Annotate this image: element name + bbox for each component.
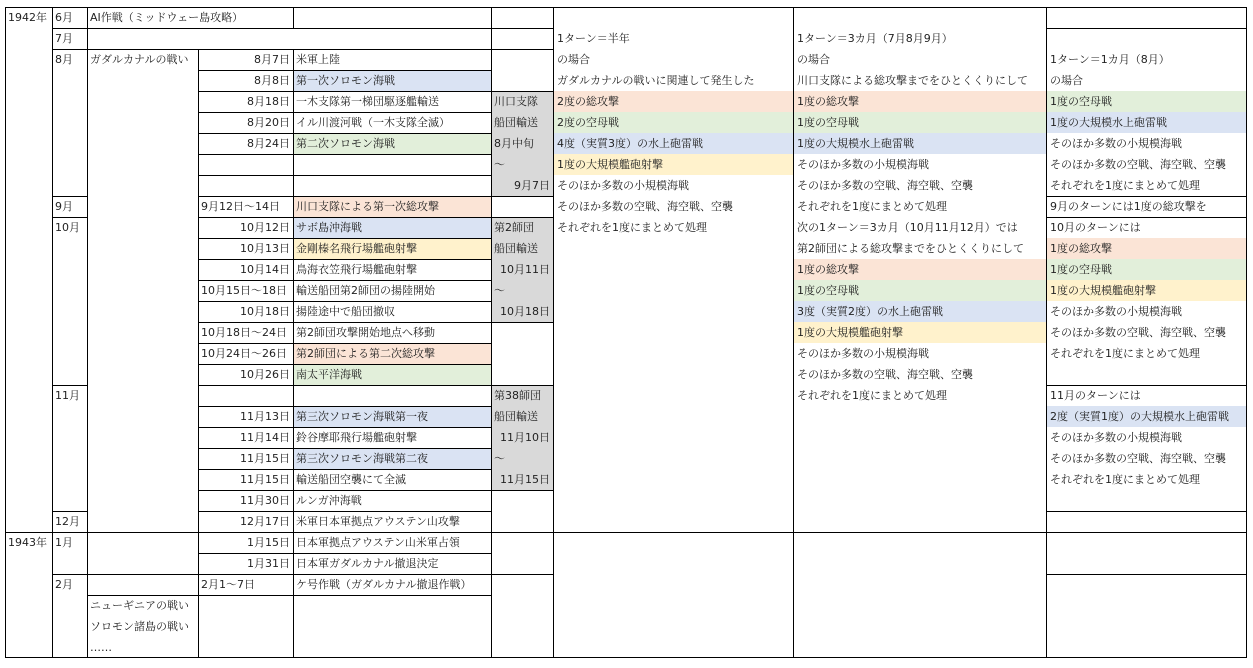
- grid-line: [5, 7, 6, 658]
- month-oct: 10月: [55, 221, 80, 234]
- event-date: 8月24日: [247, 137, 290, 150]
- event-date: 11月15日: [240, 473, 290, 486]
- grid-line: [1246, 7, 1247, 658]
- note-line: 1ターン＝3カ月（7月8月9月）: [797, 32, 953, 45]
- grid-line: [198, 385, 554, 386]
- grid-line: [52, 385, 88, 386]
- note-line: 1度の大規模艦砲射撃: [1047, 280, 1246, 301]
- note-line: 2度の総攻撃: [554, 91, 793, 112]
- event-name: 南太平洋海戦: [293, 364, 491, 385]
- event-name: 輸送船団空襲にて全滅: [296, 473, 406, 486]
- grid-line: [793, 7, 794, 658]
- event-date: 8月20日: [247, 116, 290, 129]
- convoy-line: 第2師団: [494, 221, 534, 234]
- event-name: 輸送船団第2師団の揚陸開始: [296, 284, 435, 297]
- convoy-line: 10月18日: [500, 305, 550, 318]
- convoy-line: 11月10日: [500, 431, 550, 444]
- event-date: 9月12日～14日: [201, 200, 280, 213]
- grid-line: [198, 553, 492, 554]
- note-line: そのほか多数の小規模海戦: [557, 179, 689, 192]
- grid-line: [52, 196, 88, 197]
- note-line: そのほか多数の小規模海戦: [1050, 431, 1182, 444]
- grid-line: [198, 70, 492, 71]
- grid-line: [198, 154, 492, 155]
- note-line: の場合: [797, 53, 830, 66]
- event-name: 揚陸途中で船団撤収: [296, 305, 395, 318]
- month-sep: 9月: [55, 200, 73, 213]
- year-1942: 1942年: [8, 11, 47, 24]
- grid-line: [1046, 511, 1247, 512]
- grid-line: [198, 490, 554, 491]
- note-line: 1度の大規模水上砲雷戦: [1047, 112, 1246, 133]
- note-line: 1度の大規模艦砲射撃: [794, 322, 1046, 343]
- grid-line: [553, 532, 1247, 533]
- note-line: そのほか多数の空戦、海空戦、空襲: [557, 200, 733, 213]
- note-line: そのほか多数の空戦、海空戦、空襲: [1050, 326, 1226, 339]
- month-jan: 1月: [55, 536, 73, 549]
- grid-line: [52, 511, 88, 512]
- event-name: 鈴谷摩耶飛行場艦砲射撃: [296, 431, 417, 444]
- grid-line: [5, 532, 554, 533]
- event-name: 川口支隊による第一次総攻撃: [293, 196, 491, 217]
- note-line: そのほか多数の小規模海戦: [797, 158, 929, 171]
- event-name: ルンガ沖海戦: [296, 494, 362, 507]
- note-line: 川口支隊による総攻撃までをひとくくりにして: [797, 74, 1028, 87]
- event-date: 12月17日: [240, 515, 290, 528]
- event-name: サボ島沖海戦: [293, 217, 491, 238]
- convoy-line: 11月15日: [500, 473, 550, 486]
- event-name: 鳥海衣笠飛行場艦砲射撃: [296, 263, 417, 276]
- event-date: 2月1～7日: [201, 578, 255, 591]
- convoy-line: 川口支隊: [494, 95, 538, 108]
- note-line: それぞれを1度にまとめて処理: [797, 389, 947, 402]
- grid-line: [198, 511, 492, 512]
- grid-line: [52, 574, 554, 575]
- grid-line: [198, 112, 492, 113]
- grid-line: [293, 49, 294, 658]
- grid-line: [198, 91, 554, 92]
- grid-line: [198, 448, 492, 449]
- note-line: 1度の総攻撃: [794, 91, 1046, 112]
- grid-line: [198, 238, 492, 239]
- note-line: の場合: [557, 53, 590, 66]
- grid-line: [1046, 28, 1247, 29]
- grid-line: [87, 7, 88, 658]
- grid-line: [1046, 574, 1247, 575]
- grid-line: [52, 7, 53, 658]
- campaign-newguinea: ニューギニアの戦い: [90, 599, 189, 612]
- note-line: の場合: [1050, 74, 1083, 87]
- note-line: 第2師団による総攻撃までをひとくくりにして: [797, 242, 1024, 255]
- convoy-line: ～: [494, 284, 505, 297]
- event-name: 第三次ソロモン海戦第一夜: [293, 406, 491, 427]
- event-date: 8月7日: [254, 53, 290, 66]
- grid-line: [198, 217, 554, 218]
- note-line: ガダルカナルの戦いに関連して発生した: [557, 74, 755, 87]
- grid-line: [198, 595, 492, 596]
- event-date: 10月13日: [240, 242, 290, 255]
- grid-line: [5, 657, 1247, 658]
- note-line: 1度の大規模艦砲射撃: [554, 154, 793, 175]
- campaign-ai: AI作戦（ミッドウェー島攻略）: [90, 11, 244, 24]
- event-date: 1月31日: [247, 557, 290, 570]
- event-name: 第二次ソロモン海戦: [293, 133, 491, 154]
- campaign-guadalcanal: ガダルカナルの戦い: [90, 53, 189, 66]
- event-date: 10月12日: [240, 221, 290, 234]
- grid-line: [1046, 7, 1047, 658]
- note-line: そのほか多数の空戦、海空戦、空襲: [1050, 158, 1226, 171]
- convoy-line: ～: [494, 158, 505, 171]
- grid-line: [1046, 217, 1247, 218]
- note-line: そのほか多数の小規模海戦: [1050, 305, 1182, 318]
- year-1943: 1943年: [8, 536, 47, 549]
- grid-line: [198, 427, 492, 428]
- note-line: 1ターン＝1カ月（8月）: [1050, 53, 1170, 66]
- note-line: 次の1ターン＝3カ月（10月11月12月）では: [797, 221, 1018, 234]
- note-line: 10月のターンには: [1050, 221, 1141, 234]
- convoy-line: 船団輸送: [494, 242, 538, 255]
- convoy-kawaguchi: [491, 91, 553, 196]
- convoy-line: 9月7日: [514, 179, 550, 192]
- month-aug: 8月: [55, 53, 73, 66]
- event-date: 10月24日～26日: [201, 347, 287, 360]
- convoy-line: 10月11日: [500, 263, 550, 276]
- grid-line: [198, 364, 492, 365]
- event-date: 11月30日: [240, 494, 290, 507]
- grid-line: [553, 7, 554, 658]
- note-line: 3度（実質2度）の水上砲雷戦: [794, 301, 1046, 322]
- grid-line: [293, 7, 294, 28]
- note-line: 11月のターンには: [1050, 389, 1141, 402]
- grid-line: [198, 196, 554, 197]
- event-date: 1月15日: [247, 536, 290, 549]
- campaign-solomon: ソロモン諸島の戦い: [90, 620, 189, 633]
- month-dec: 12月: [55, 515, 80, 528]
- note-line: 1度の空母戦: [794, 112, 1046, 133]
- event-date: 11月14日: [240, 431, 290, 444]
- note-line: 1度の総攻撃: [1047, 238, 1246, 259]
- event-name: 第2師団による第二次総攻撃: [293, 343, 491, 364]
- note-line: 1度の空母戦: [1047, 259, 1246, 280]
- event-name: イル川渡河戦（一木支隊全滅）: [296, 116, 450, 129]
- grid-line: [198, 406, 492, 407]
- grid-line: [5, 7, 1247, 8]
- note-line: 2度（実質1度）の大規模水上砲雷戦: [1047, 406, 1246, 427]
- event-date: 11月15日: [240, 452, 290, 465]
- note-line: 2度の空母戦: [554, 112, 793, 133]
- grid-line: [1046, 196, 1247, 197]
- month-feb: 2月: [55, 578, 73, 591]
- grid-line: [198, 49, 199, 658]
- grid-line: [198, 301, 492, 302]
- month-jun: 6月: [55, 11, 73, 24]
- grid-line: [198, 469, 492, 470]
- note-line: 1度の総攻撃: [794, 259, 1046, 280]
- note-line: それぞれを1度にまとめて処理: [1050, 347, 1200, 360]
- event-date: 10月26日: [240, 368, 290, 381]
- grid-line: [52, 217, 88, 218]
- grid-line: [52, 28, 554, 29]
- note-line: それぞれを1度にまとめて処理: [557, 221, 707, 234]
- note-line: そのほか多数の空戦、海空戦、空襲: [797, 179, 973, 192]
- event-name: 日本軍ガダルカナル撤退決定: [296, 557, 439, 570]
- note-line: 1度の大規模水上砲雷戦: [794, 133, 1046, 154]
- grid-line: [198, 259, 492, 260]
- event-date: 10月18日: [240, 305, 290, 318]
- event-date: 8月18日: [247, 95, 290, 108]
- event-name: 金剛榛名飛行場艦砲射撃: [293, 238, 491, 259]
- convoy-line: 船団輸送: [494, 410, 538, 423]
- grid-line: [198, 175, 492, 176]
- convoy-line: 第38師団: [494, 389, 541, 402]
- event-name: 米軍上陸: [296, 53, 340, 66]
- event-date: 10月14日: [240, 263, 290, 276]
- note-line: そのほか多数の小規模海戦: [797, 347, 929, 360]
- convoy-2nd-division: [491, 217, 553, 322]
- note-line: 9月のターンには1度の総攻撃を: [1050, 200, 1207, 213]
- note-line: 1度の空母戦: [1047, 91, 1246, 112]
- note-line: それぞれを1度にまとめて処理: [797, 200, 947, 213]
- note-line: 1ターン＝半年: [557, 32, 630, 45]
- month-nov: 11月: [55, 389, 80, 402]
- event-name: 第一次ソロモン海戦: [293, 70, 491, 91]
- event-name: ケ号作戦（ガダルカナル撤退作戦）: [296, 578, 472, 591]
- grid-line: [198, 322, 554, 323]
- grid-line: [198, 343, 492, 344]
- convoy-line: ～: [494, 452, 505, 465]
- month-jul: 7月: [55, 32, 73, 45]
- campaign-ellipsis: ……: [90, 641, 112, 654]
- grid-line: [1046, 385, 1247, 386]
- event-name: 米軍日本軍拠点アウステン山攻撃: [296, 515, 460, 528]
- event-name: 一木支隊第一梯団駆逐艦輸送: [296, 95, 439, 108]
- grid-line: [87, 595, 199, 596]
- note-line: そのほか多数の小規模海戦: [1050, 137, 1182, 150]
- event-name: 第三次ソロモン海戦第二夜: [293, 448, 491, 469]
- event-date: 11月13日: [240, 410, 290, 423]
- event-name: 日本軍拠点アウステン山米軍占領: [296, 536, 460, 549]
- event-date: 8月8日: [254, 74, 290, 87]
- event-date: 10月18日～24日: [201, 326, 287, 339]
- note-line: そのほか多数の空戦、海空戦、空襲: [797, 368, 973, 381]
- note-line: 4度（実質3度）の水上砲雷戦: [554, 133, 793, 154]
- grid-line: [491, 7, 492, 658]
- event-date: 10月15日～18日: [201, 284, 287, 297]
- event-name: 第2師団攻撃開始地点へ移動: [296, 326, 435, 339]
- note-line: 1度の空母戦: [794, 280, 1046, 301]
- note-line: そのほか多数の空戦、海空戦、空襲: [1050, 452, 1226, 465]
- note-line: それぞれを1度にまとめて処理: [1050, 179, 1200, 192]
- note-line: それぞれを1度にまとめて処理: [1050, 473, 1200, 486]
- grid-line: [52, 49, 554, 50]
- convoy-line: 8月中旬: [494, 137, 534, 150]
- convoy-38th-division: [491, 385, 553, 490]
- grid-line: [198, 280, 492, 281]
- convoy-line: 船団輸送: [494, 116, 538, 129]
- grid-line: [198, 133, 492, 134]
